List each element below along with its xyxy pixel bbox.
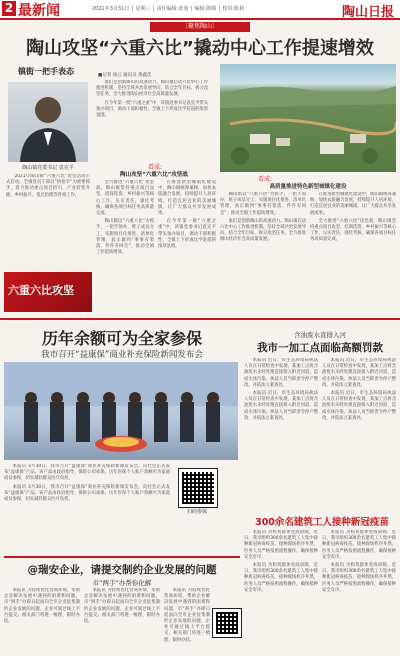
portrait-caption: 陶山镇党委书记 袁克平: [22, 165, 74, 171]
body-paragraph: 本报讯 为构筑群体免疫屏障，近日，我市组织300余名建筑工人集中接种新冠病毒疫苗。接种现场秩序井然，医务人员严格按照流程操作，确保接种安全有序。: [244, 563, 318, 593]
qr-label: 扫码参保: [186, 509, 207, 515]
official-portrait: [8, 82, 88, 162]
newspaper-logo: 陶山日报: [341, 5, 394, 20]
lead-column: [6, 174, 90, 270]
bottom-body-c: [164, 588, 210, 652]
vaccine-body-a: [244, 530, 318, 652]
body-paragraph: 在推进新型城镇化建设中，陶山镇统筹兼顾，加快农旅融合发展，持续提升人居环境，打造宜居宜业的美丽城镇，让广大群众共享发展成果。: [310, 192, 396, 216]
intro-column: [96, 80, 208, 158]
body-paragraph: 本报讯 近日，市生态环境局执法人员在日常检查中发现，某加工点将含油废水未经处理直接排入附近河道，造成水体污染。执法人员当即责令停产整改，并依法立案查处。: [322, 358, 396, 388]
bottom-body-b: [84, 588, 160, 652]
qr-code: [178, 468, 218, 508]
aerial-town-photo: [220, 64, 396, 172]
right-tag: 含油废水直排入河: [294, 331, 346, 339]
photo-quote-tag: 看成:: [257, 176, 273, 183]
bottom-subhead: 市“两手”办帮你化解: [92, 579, 152, 587]
text-column-a: [96, 180, 154, 312]
body-paragraph: 本报讯 为构筑群体免疫屏障，近日，我市组织300余名建筑工人集中接种新冠病毒疫苗。接种现场秩序井然，医务人员严格按照流程操作，确保接种安全有序。: [244, 530, 318, 560]
body-paragraph: 在推进新型城镇化建设中，陶山镇统筹兼顾，加快农旅融合发展，持续提升人居环境，打造宜居宜业的美丽城镇，让广大群众共享发展成果。: [158, 180, 216, 217]
body-paragraph: 陶山镇以“六重六比”为抓手，一把手领办，班子成员分工，实施项目化推进、清单化管理，真正做到“事事有着落、件件有回音”，推动全镇工作提质增效。: [220, 192, 306, 216]
quote-tag: 看成:: [147, 164, 163, 171]
red-banner-image: [4, 272, 92, 312]
body-paragraph: 谁们是创新陶山的高速动力。陶山镇启动六比中心工作推进机制，坚持全域共治发展导向，结合全年目标，拆分攻坚任务，全力推进陶山经济社会高质量发展。: [220, 218, 306, 243]
body-paragraph: 本报讯 近日，市生态环境局执法人员在日常检查中发现，某加工点将含油废水未经处理直接排入附近河道，造成水体污染。执法人员当即责令停产整改，并依法立案查处。: [244, 358, 318, 388]
body-paragraph: 全力推进“六重六比”攻坚战，陶山镇坚持重点项目攻坚、招商选资、乡村振兴等核心工作，压实责任，强化考核，确保各项目标任务高质量完成。: [310, 218, 396, 243]
body-paragraph: 本报讯 为构筑群体免疫屏障，近日，我市组织300余名建筑工人集中接种新冠病毒疫苗。接种现场秩序井然，医务人员严格按照流程操作，确保接种安全有序。: [322, 563, 396, 593]
issue-meta: 2021年3月31日 │ 星期三 │ 责任编辑:张旭 │ 编辑:陈腾 │ 校对:陈利: [92, 6, 245, 12]
right-body-b: [322, 358, 396, 508]
lead-title: 镇街一把手表态: [18, 67, 74, 76]
section-title: 最新闻: [18, 3, 60, 19]
body-paragraph: 本报讯 近日，市生态环境局执法人员在日常检查中发现，某加工点将含油废水未经处理直接排入附近河道，造成水体污染。执法人员当即责令停产整改，并依法立案查处。: [322, 391, 396, 421]
bottom-headline: @瑞安企业，请提交制约企业发展的问题: [27, 564, 217, 576]
mid-subhead: 我市召开“益康保”商业补充保险新闻发布会: [41, 350, 203, 360]
right-body-a: [244, 358, 318, 508]
body-paragraph: 在今年第一批“六重之重”中，该镇党委书记袁克平带头领办项目，调动干部积极性，全镇上下形成比学赶超的浓厚氛围。: [158, 219, 216, 250]
bottom-body-a: [4, 588, 80, 652]
right-headline: 我市一加工点面临高额罚款: [257, 342, 383, 354]
quote-title: 陶山攻坚“六重六比”攻坚战: [120, 172, 188, 178]
lead-text: 2021年陶山镇“六重六比”攻坚活动正式启动。全镇党员干部以“拼抢争”为重要抓手，着力推动重点项目招引、产业转型升级、乡村振兴、基层治理等各项工作。: [6, 174, 90, 198]
text-column-d: [310, 192, 396, 312]
body-paragraph: 谁们是创新陶山的高速动力。陶山镇启动六比中心工作推进机制，坚持全域共治发展导向，结合全年目标，拆分攻坚任务，全力推进陶山经济社会高质量发展。: [96, 80, 208, 98]
mid-body-column: [4, 464, 170, 554]
body-paragraph: 本报讯 为持续优化营商环境，帮助企业解决发展中遇到的困难和问题，市“两手”办即日起面向全市企业征集制约企业发展的问题，企业可通过线上平台提交，相关部门将逐一梳理、限时办结。: [4, 588, 80, 625]
body-paragraph: 本报讯 为持续优化营商环境，帮助企业解决发展中遇到的困难和问题，市“两手”办即日起面向全市企业征集制约企业发展的问题，企业可通过线上平台提交，相关部门将逐一梳理、限时办结。: [164, 588, 210, 643]
mid-headline: 历年余额可为全家参保: [41, 329, 202, 348]
bottom-divider: [4, 556, 240, 558]
byline: ■记者 徐云 通讯员 黄鑫佳: [98, 73, 152, 78]
body-paragraph: 本报讯 近日，市生态环境局执法人员在日常检查中发现，某加工点将含油废水未经处理直接排入附近河道，造成水体污染。执法人员当即责令停产整改，并依法立案查处。: [244, 391, 318, 421]
column-tag: 〔聚焦陶山〕: [150, 22, 250, 32]
page-header: [0, 0, 400, 20]
page-number: 2: [2, 1, 16, 16]
main-headline: 陶山攻坚“六重六比”撬动中心工作提速增效: [26, 38, 374, 59]
vaccine-body-b: [322, 530, 396, 652]
body-paragraph: 陶山镇以“六重六比”为抓手，一把手领办，班子成员分工，实施项目化推进、清单化管理，真正做到“事事有着落、件件有回音”，推动全镇工作提质增效。: [96, 219, 154, 256]
red-banner-text: 六重六比攻坚: [8, 284, 74, 297]
press-conference-photo: [4, 362, 238, 460]
body-paragraph: 本报讯 为持续优化营商环境，帮助企业解决发展中遇到的困难和问题，市“两手”办即日起面向全市企业征集制约企业发展的问题，企业可通过线上平台提交，相关部门将逐一梳理、限时办结。: [84, 588, 160, 625]
text-column-b: [158, 180, 216, 312]
body-paragraph: 在今年第一批“六重之重”中，该镇党委书记袁克平带头领办项目，调动干部积极性，全镇上下形成比学赶超的浓厚氛围。: [96, 100, 208, 119]
body-paragraph: 本报讯 3月30日，我市召开“益康保”商业补充保险新闻发布会，向社会正式发布“益康保”产品。该产品由政府指导、保险公司承保，历年医保个人账户余额可为家庭成员参保，切实减轻群众医疗负担。: [4, 484, 170, 503]
body-paragraph: 本报讯 3月30日，我市召开“益康保”商业补充保险新闻发布会，向社会正式发布“益康保”产品。该产品由政府指导、保险公司承保，历年医保个人账户余额可为家庭成员参保，切实减轻群众医疗负担。: [4, 464, 170, 482]
qr-code-small: [212, 608, 242, 638]
text-column-c: [220, 192, 306, 312]
body-paragraph: 全力推进“六重六比”攻坚战，陶山镇坚持重点项目攻坚、招商选资、乡村振兴等核心工作，压实责任，强化考核，确保各项目标任务高质量完成。: [96, 180, 154, 217]
vaccine-headline: 300余名建筑工人接种新冠疫苗: [255, 517, 389, 528]
photo-caption: 高质量推进特色新型城镇化建设: [269, 184, 347, 190]
section-divider: [0, 318, 400, 320]
body-paragraph: 本报讯 为构筑群体免疫屏障，近日，我市组织300余名建筑工人集中接种新冠病毒疫苗。接种现场秩序井然，医务人员严格按照流程操作，确保接种安全有序。: [322, 530, 396, 560]
